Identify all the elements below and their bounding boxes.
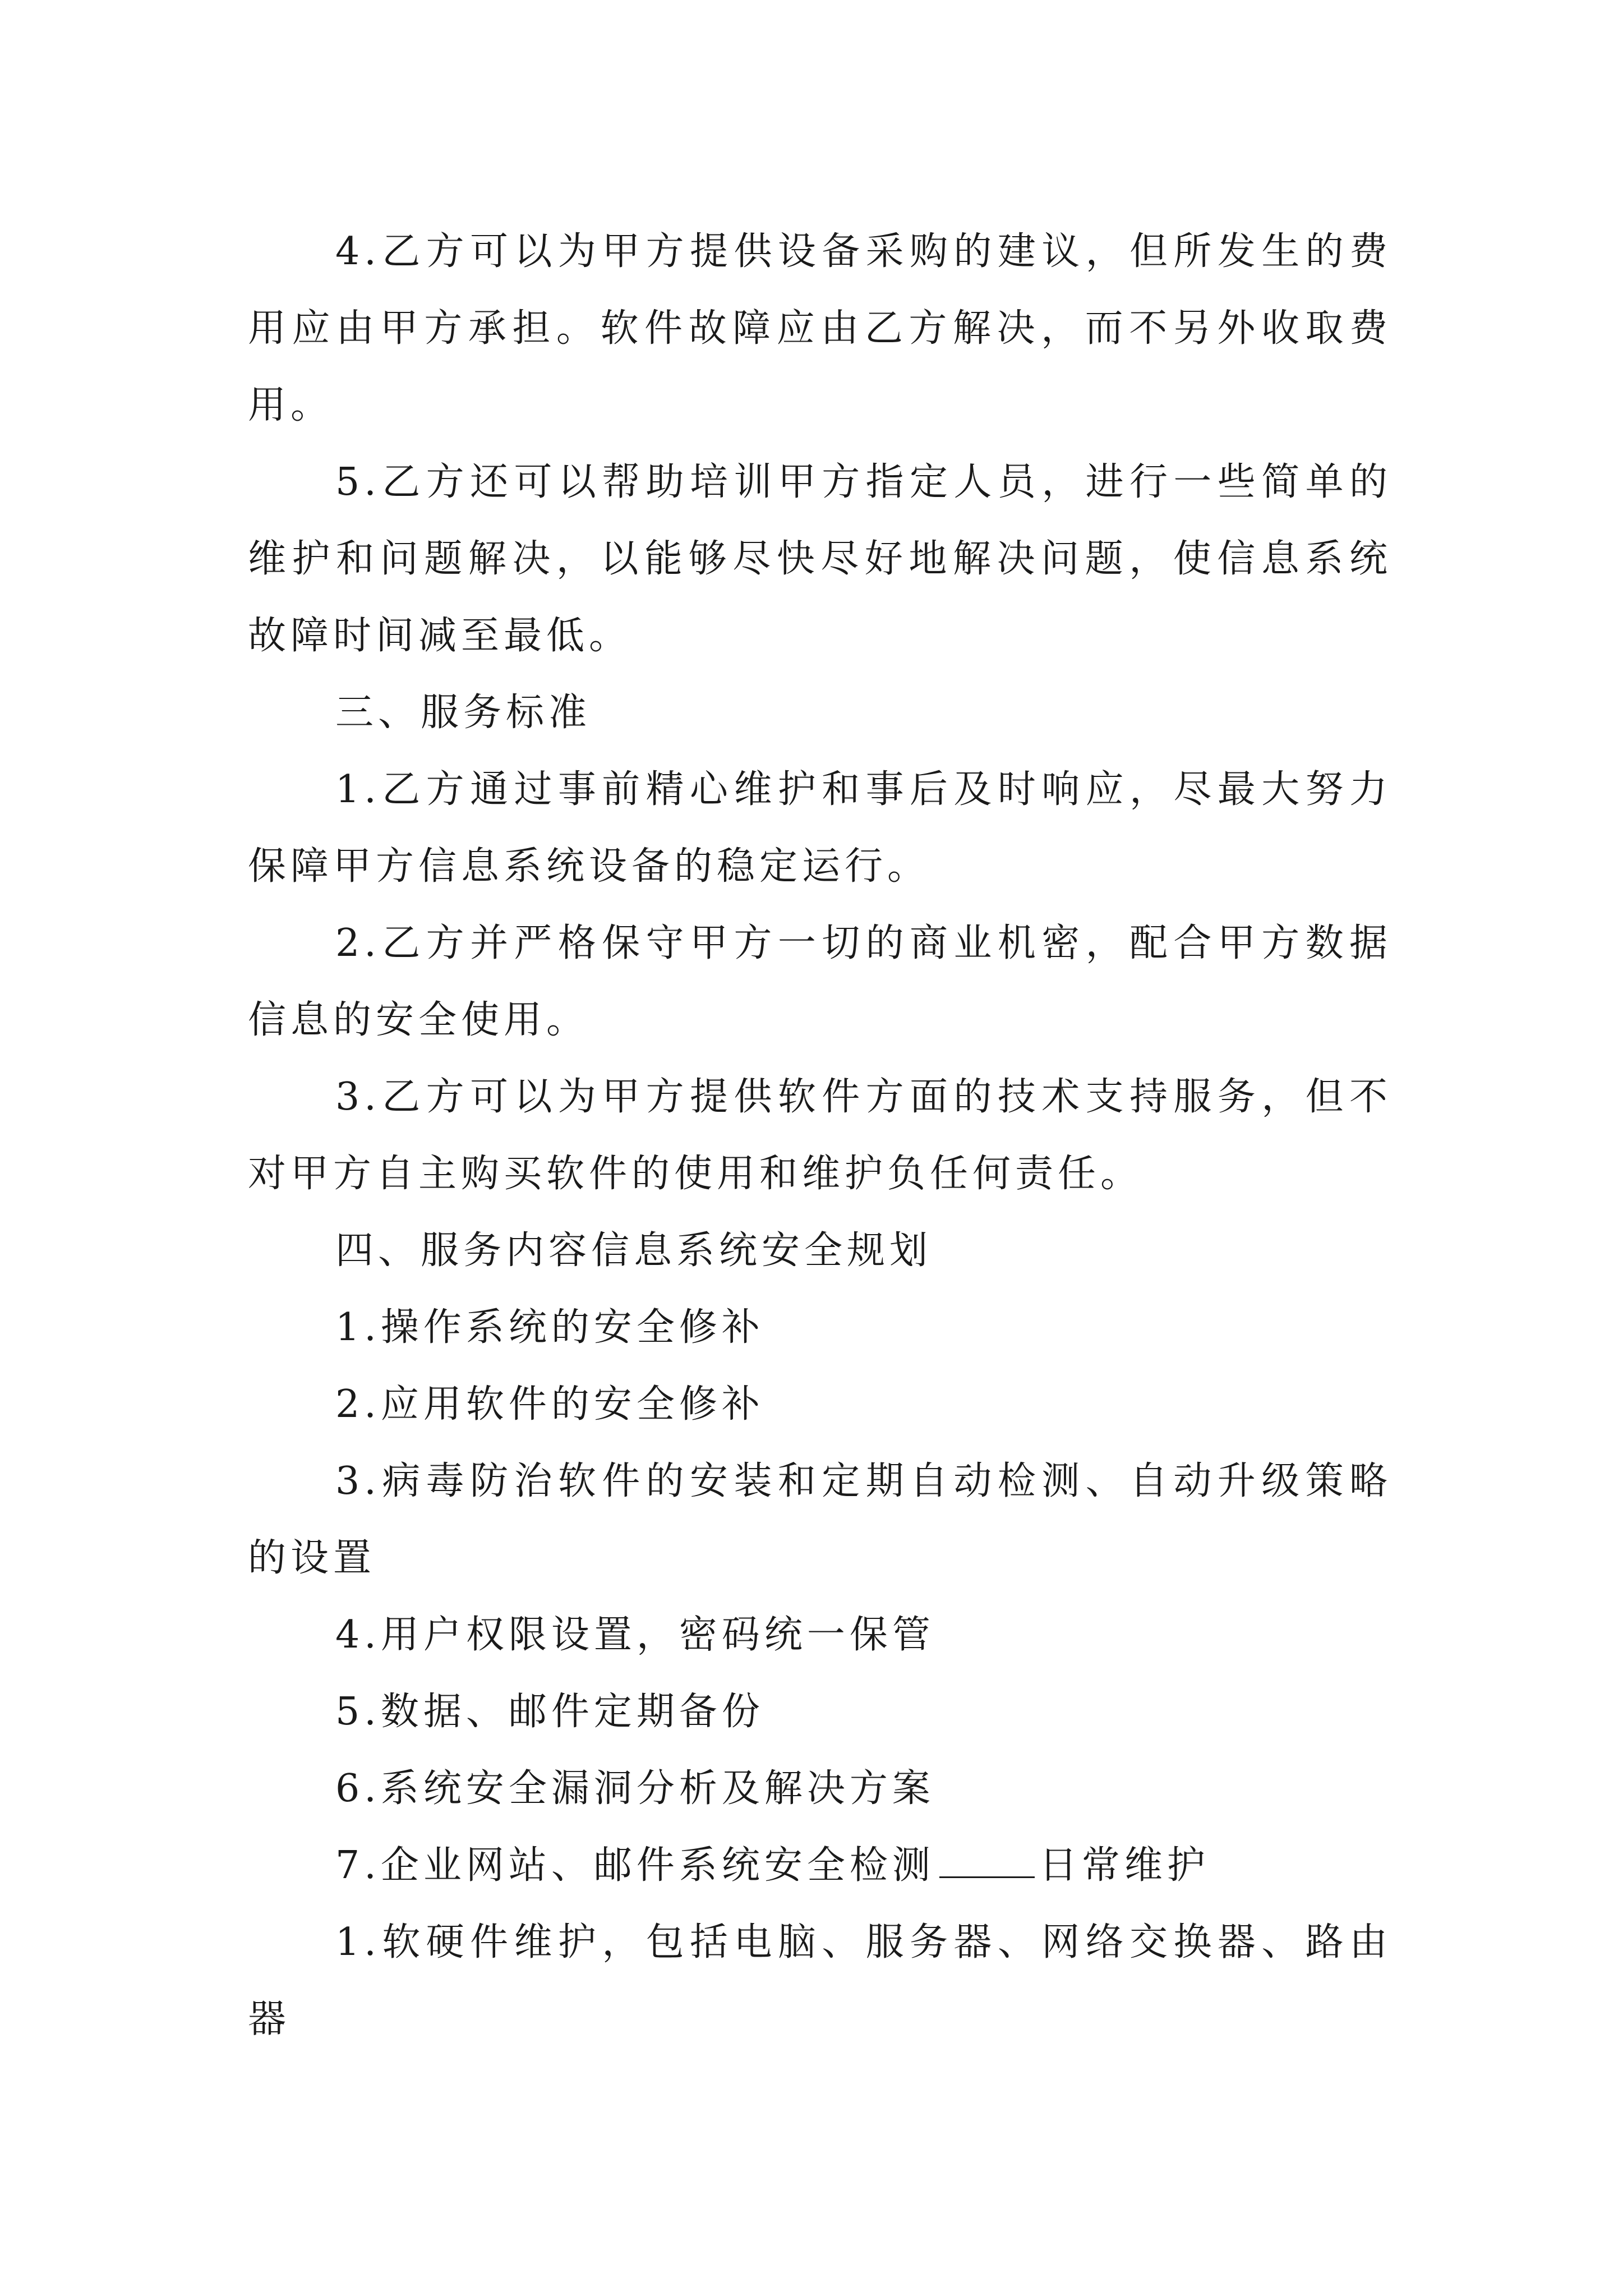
paragraph-5-training: 5.乙方还可以帮助培训甲方指定人员，进行一些简单的维护和问题解决，以能够尽快尽好地解决问题，使信息系统故障时间减至最低。: [248, 460, 1392, 658]
list-item-app-patch: 2.应用软件的安全修补: [335, 1382, 764, 1427]
list-item-hardware-maintenance: 1.软硬件维护，包括电脑、服务器、网络交换器、路由器: [248, 1920, 1392, 2041]
list-item-permissions: 4.用户权限设置，密码统一保管: [335, 1613, 935, 1657]
section-heading-service-content: 四、服务内容信息系统安全规划: [335, 1228, 933, 1273]
list-item-website-security-text: 7.企业网站、邮件系统安全检测: [335, 1843, 935, 1888]
list-item-vulnerability: 6.系统安全漏洞分析及解决方案: [335, 1766, 935, 1811]
paragraph-standard-3: 3.乙方可以为甲方提供软件方面的技术支持服务，但不对甲方自主购买软件的使用和维护负任何责任。: [248, 1075, 1392, 1196]
list-item-backup: 5.数据、邮件定期备份: [335, 1690, 764, 1734]
section-heading-service-standard: 三、服务标准: [335, 691, 592, 735]
list-item-os-patch: 1.操作系统的安全修补: [335, 1305, 764, 1350]
paragraph-4-equipment-advice: 4.乙方可以为甲方提供设备采购的建议，但所发生的费用应由甲方承担。软件故障应由乙方解决，而不另外收取费用。: [248, 229, 1392, 427]
list-item-website-security: [248, 1827, 1392, 1904]
daily-maintenance-heading: 日常维护: [1039, 1843, 1210, 1888]
paragraph-standard-2: 2.乙方并严格保守甲方一切的商业机密，配合甲方数据信息的安全使用。: [248, 921, 1392, 1042]
document-body: [248, 213, 1392, 2058]
paragraph-standard-1: 1.乙方通过事前精心维护和事后及时响应，尽最大努力保障甲方信息系统设备的稳定运行。: [248, 767, 1392, 889]
fill-in-blank: [939, 1842, 1035, 1878]
list-item-antivirus: 3.病毒防治软件的安装和定期自动检测、自动升级策略的设置: [248, 1459, 1392, 1580]
